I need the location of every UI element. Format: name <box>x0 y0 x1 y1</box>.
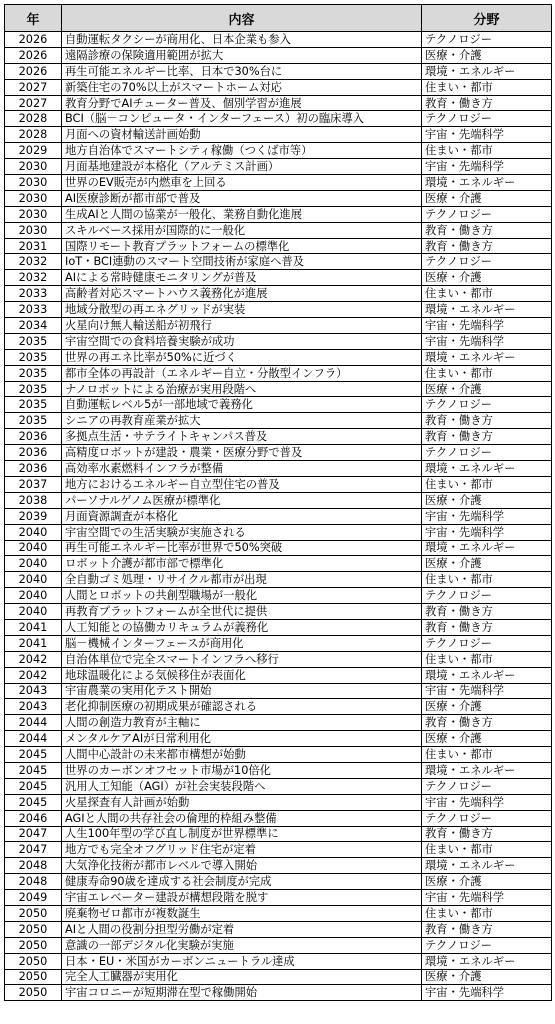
content-cell: 地方におけるエネルギー自立型住宅の普及 <box>62 476 422 492</box>
year-cell: 2044 <box>5 731 62 747</box>
table-row <box>5 588 552 604</box>
year-cell: 2043 <box>5 699 62 715</box>
table-row <box>5 969 552 985</box>
year-cell: 2030 <box>5 190 62 206</box>
field-cell: テクノロジー <box>422 937 552 953</box>
content-cell: 宇宙コロニーが短期滞在型で稼働開始 <box>62 985 422 1001</box>
year-cell: 2029 <box>5 143 62 159</box>
year-cell: 2040 <box>5 604 62 620</box>
table-row <box>5 556 552 572</box>
year-cell: 2035 <box>5 349 62 365</box>
content-cell: 人間の創造力教育が主軸に <box>62 715 422 731</box>
year-cell: 2026 <box>5 47 62 63</box>
field-cell: 医療・介護 <box>422 874 552 890</box>
year-cell: 2050 <box>5 985 62 1001</box>
field-cell: 宇宙・先端科学 <box>422 508 552 524</box>
table-row <box>5 731 552 747</box>
table-row <box>5 111 552 127</box>
year-cell: 2040 <box>5 540 62 556</box>
content-cell: 日本・EU・米国がカーボンニュートラル達成 <box>62 953 422 969</box>
table-row <box>5 143 552 159</box>
content-cell: 地方でも完全オフグリッド住宅が定着 <box>62 842 422 858</box>
content-cell: 人工知能との協働カリキュラムが義務化 <box>62 619 422 635</box>
content-cell: 全自動ゴミ処理・リサイクル都市が出現 <box>62 572 422 588</box>
field-cell: テクノロジー <box>422 810 552 826</box>
table-row <box>5 651 552 667</box>
table-row <box>5 619 552 635</box>
content-cell: 月面基地建設が本格化（アルテミス計画） <box>62 159 422 175</box>
year-cell: 2048 <box>5 858 62 874</box>
content-cell: 自動運転タクシーが商用化、日本企業も参入 <box>62 32 422 48</box>
content-cell: AIと人間の役割分担型労働が定着 <box>62 921 422 937</box>
content-cell: 月面資源調査が本格化 <box>62 508 422 524</box>
field-cell: テクノロジー <box>422 397 552 413</box>
content-cell: AGIと人間の共存社会の倫理的枠組み整備 <box>62 810 422 826</box>
year-cell: 2045 <box>5 778 62 794</box>
table-row <box>5 175 552 191</box>
table-row <box>5 302 552 318</box>
content-cell: 遠隔診療の保険適用範囲が拡大 <box>62 47 422 63</box>
year-cell: 2030 <box>5 159 62 175</box>
content-cell: 火星向け無人輸送船が初飛行 <box>62 318 422 334</box>
table-row <box>5 683 552 699</box>
content-cell: 大気浄化技術が都市レベルで導入開始 <box>62 858 422 874</box>
table-row <box>5 365 552 381</box>
content-cell: 意識の一部デジタル化実験が実施 <box>62 937 422 953</box>
table-row <box>5 762 552 778</box>
table-row <box>5 397 552 413</box>
field-cell: 医療・介護 <box>422 381 552 397</box>
content-cell: AI医療診断が都市部で普及 <box>62 190 422 206</box>
field-cell: 宇宙・先端科学 <box>422 127 552 143</box>
year-cell: 2050 <box>5 969 62 985</box>
table-row <box>5 461 552 477</box>
table-row <box>5 794 552 810</box>
content-cell: 都市全体の再設計（エネルギー自立・分散型インフラ） <box>62 365 422 381</box>
field-cell: 医療・介護 <box>422 699 552 715</box>
year-cell: 2043 <box>5 683 62 699</box>
header-field: 分野 <box>422 5 552 32</box>
table-row <box>5 190 552 206</box>
field-cell: テクノロジー <box>422 206 552 222</box>
field-cell: テクノロジー <box>422 778 552 794</box>
year-cell: 2035 <box>5 397 62 413</box>
table-row <box>5 445 552 461</box>
year-cell: 2036 <box>5 445 62 461</box>
field-cell: テクノロジー <box>422 111 552 127</box>
year-cell: 2034 <box>5 318 62 334</box>
content-cell: 完全人工臓器が実用化 <box>62 969 422 985</box>
table-row <box>5 524 552 540</box>
field-cell: 環境・エネルギー <box>422 953 552 969</box>
field-cell: 教育・働き方 <box>422 238 552 254</box>
content-cell: 多拠点生活・サテライトキャンパス普及 <box>62 429 422 445</box>
content-cell: 高効率水素燃料インフラが整備 <box>62 461 422 477</box>
year-cell: 2039 <box>5 508 62 524</box>
year-cell: 2041 <box>5 635 62 651</box>
field-cell: 医療・介護 <box>422 731 552 747</box>
field-cell: 宇宙・先端科学 <box>422 318 552 334</box>
content-cell: 自治体単位で完全スマートインフラへ移行 <box>62 651 422 667</box>
content-cell: 教育分野でAIチューター普及、個別学習が進展 <box>62 95 422 111</box>
table-row <box>5 604 552 620</box>
content-cell: 国際リモート教育プラットフォームの標準化 <box>62 238 422 254</box>
year-cell: 2030 <box>5 175 62 191</box>
table-body <box>5 32 552 1001</box>
year-cell: 2030 <box>5 222 62 238</box>
content-cell: ナノロボットによる治療が実用段階へ <box>62 381 422 397</box>
year-cell: 2045 <box>5 762 62 778</box>
table-row <box>5 747 552 763</box>
field-cell: 教育・働き方 <box>422 826 552 842</box>
field-cell: 宇宙・先端科学 <box>422 333 552 349</box>
year-cell: 2027 <box>5 79 62 95</box>
year-cell: 2042 <box>5 651 62 667</box>
field-cell: 宇宙・先端科学 <box>422 890 552 906</box>
field-cell: 教育・働き方 <box>422 413 552 429</box>
table-row <box>5 349 552 365</box>
content-cell: 高齢者対応スマートハウス義務化が進展 <box>62 286 422 302</box>
content-cell: 宇宙エレベーター建設が構想段階を脱す <box>62 890 422 906</box>
table-row <box>5 32 552 48</box>
content-cell: 人間中心設計の未来都市構想が始動 <box>62 747 422 763</box>
year-cell: 2045 <box>5 747 62 763</box>
table-row <box>5 206 552 222</box>
content-cell: ロボット介護が都市部で標準化 <box>62 556 422 572</box>
table-row <box>5 127 552 143</box>
field-cell: 医療・介護 <box>422 492 552 508</box>
field-cell: 住まい・都市 <box>422 79 552 95</box>
content-cell: 廃棄物ゼロ都市が複数誕生 <box>62 905 422 921</box>
table-row <box>5 540 552 556</box>
table-row <box>5 238 552 254</box>
content-cell: 宇宙農業の実用化テスト開始 <box>62 683 422 699</box>
content-cell: 火星探査有人計画が始動 <box>62 794 422 810</box>
content-cell: 健康寿命90歳を達成する社会制度が完成 <box>62 874 422 890</box>
table-row <box>5 318 552 334</box>
content-cell: IoT・BCI連動のスマート空間技術が家庭へ普及 <box>62 254 422 270</box>
field-cell: 住まい・都市 <box>422 747 552 763</box>
content-cell: 地方自治体でスマートシティ稼働（つくば市等） <box>62 143 422 159</box>
table-header-row <box>5 5 552 32</box>
year-cell: 2035 <box>5 381 62 397</box>
field-cell: 環境・エネルギー <box>422 461 552 477</box>
field-cell: 宇宙・先端科学 <box>422 985 552 1001</box>
table-row <box>5 921 552 937</box>
field-cell: 環境・エネルギー <box>422 349 552 365</box>
year-cell: 2028 <box>5 127 62 143</box>
table-row <box>5 254 552 270</box>
header-content: 内容 <box>62 5 422 32</box>
year-cell: 2050 <box>5 921 62 937</box>
table-row <box>5 413 552 429</box>
field-cell: 住まい・都市 <box>422 651 552 667</box>
content-cell: 地球温暖化による気候移住が表面化 <box>62 667 422 683</box>
table-row <box>5 699 552 715</box>
year-cell: 2038 <box>5 492 62 508</box>
table-row <box>5 937 552 953</box>
year-cell: 2047 <box>5 842 62 858</box>
content-cell: 宇宙空間での食料培養実験が成功 <box>62 333 422 349</box>
table-row <box>5 476 552 492</box>
year-cell: 2027 <box>5 95 62 111</box>
content-cell: 汎用人工知能（AGI）が社会実装段階へ <box>62 778 422 794</box>
content-cell: パーソナルゲノム医療が標準化 <box>62 492 422 508</box>
year-cell: 2050 <box>5 937 62 953</box>
table-row <box>5 890 552 906</box>
header-year: 年 <box>5 5 62 32</box>
content-cell: 世界のカーボンオフセット市場が10倍化 <box>62 762 422 778</box>
field-cell: 教育・働き方 <box>422 429 552 445</box>
table-row <box>5 842 552 858</box>
content-cell: 人間とロボットの共創型職場が一般化 <box>62 588 422 604</box>
content-cell: 老化抑制医療の初期成果が確認される <box>62 699 422 715</box>
content-cell: 世界のEV販売が内燃車を上回る <box>62 175 422 191</box>
table-row <box>5 63 552 79</box>
field-cell: 環境・エネルギー <box>422 540 552 556</box>
content-cell: 再生可能エネルギー比率が世界で50%突破 <box>62 540 422 556</box>
table-row <box>5 905 552 921</box>
field-cell: 宇宙・先端科学 <box>422 683 552 699</box>
content-cell: 世界の再エネ比率が50%に近づく <box>62 349 422 365</box>
field-cell: 教育・働き方 <box>422 619 552 635</box>
year-cell: 2032 <box>5 254 62 270</box>
field-cell: テクノロジー <box>422 32 552 48</box>
field-cell: テクノロジー <box>422 588 552 604</box>
year-cell: 2035 <box>5 333 62 349</box>
table-row <box>5 95 552 111</box>
year-cell: 2040 <box>5 556 62 572</box>
table-row <box>5 810 552 826</box>
field-cell: 医療・介護 <box>422 556 552 572</box>
year-cell: 2026 <box>5 63 62 79</box>
table-row <box>5 333 552 349</box>
field-cell: 住まい・都市 <box>422 286 552 302</box>
field-cell: 環境・エネルギー <box>422 858 552 874</box>
field-cell: 住まい・都市 <box>422 365 552 381</box>
table-row <box>5 826 552 842</box>
year-cell: 2033 <box>5 286 62 302</box>
table-row <box>5 429 552 445</box>
field-cell: 環境・エネルギー <box>422 175 552 191</box>
field-cell: 宇宙・先端科学 <box>422 794 552 810</box>
content-cell: BCI（脳－コンピュータ・インターフェース）初の臨床導入 <box>62 111 422 127</box>
table-row <box>5 222 552 238</box>
content-cell: 月面への資材輸送計画始動 <box>62 127 422 143</box>
content-cell: 再生可能エネルギー比率、日本で30%台に <box>62 63 422 79</box>
field-cell: 医療・介護 <box>422 190 552 206</box>
field-cell: 環境・エネルギー <box>422 302 552 318</box>
table-row <box>5 858 552 874</box>
year-cell: 2045 <box>5 794 62 810</box>
field-cell: 環境・エネルギー <box>422 667 552 683</box>
year-cell: 2040 <box>5 572 62 588</box>
year-cell: 2048 <box>5 874 62 890</box>
table-row <box>5 286 552 302</box>
content-cell: 宇宙空間での生活実験が実施される <box>62 524 422 540</box>
table-row <box>5 381 552 397</box>
table-row <box>5 492 552 508</box>
field-cell: 住まい・都市 <box>422 905 552 921</box>
field-cell: 教育・働き方 <box>422 604 552 620</box>
year-cell: 2036 <box>5 429 62 445</box>
content-cell: メンタルケアAIが日常利用化 <box>62 731 422 747</box>
table-row <box>5 778 552 794</box>
table-row <box>5 635 552 651</box>
field-cell: テクノロジー <box>422 445 552 461</box>
field-cell: 宇宙・先端科学 <box>422 159 552 175</box>
table-row <box>5 985 552 1001</box>
year-cell: 2030 <box>5 206 62 222</box>
field-cell: 環境・エネルギー <box>422 63 552 79</box>
content-cell: 地域分散型の再エネグリッドが実装 <box>62 302 422 318</box>
year-cell: 2035 <box>5 365 62 381</box>
year-cell: 2035 <box>5 413 62 429</box>
timeline-table-container <box>4 4 552 1001</box>
table-row <box>5 508 552 524</box>
field-cell: 教育・働き方 <box>422 715 552 731</box>
table-row <box>5 715 552 731</box>
field-cell: 医療・介護 <box>422 969 552 985</box>
year-cell: 2033 <box>5 302 62 318</box>
year-cell: 2040 <box>5 524 62 540</box>
year-cell: 2040 <box>5 588 62 604</box>
content-cell: 脳－機械インターフェースが商用化 <box>62 635 422 651</box>
content-cell: 生成AIと人間の協業が一般化、業務自動化進展 <box>62 206 422 222</box>
content-cell: 人生100年型の学び直し制度が世界標準に <box>62 826 422 842</box>
year-cell: 2044 <box>5 715 62 731</box>
content-cell: シニアの再教育産業が拡大 <box>62 413 422 429</box>
year-cell: 2041 <box>5 619 62 635</box>
table-row <box>5 874 552 890</box>
table-row <box>5 79 552 95</box>
field-cell: テクノロジー <box>422 254 552 270</box>
content-cell: スキルベース採用が国際的に一般化 <box>62 222 422 238</box>
year-cell: 2050 <box>5 905 62 921</box>
field-cell: 医療・介護 <box>422 270 552 286</box>
field-cell: 教育・働き方 <box>422 222 552 238</box>
year-cell: 2036 <box>5 461 62 477</box>
table-row <box>5 159 552 175</box>
field-cell: 宇宙・先端科学 <box>422 524 552 540</box>
year-cell: 2032 <box>5 270 62 286</box>
content-cell: 高精度ロボットが建設・農業・医療分野で普及 <box>62 445 422 461</box>
table-row <box>5 667 552 683</box>
field-cell: 医療・介護 <box>422 47 552 63</box>
table-row <box>5 572 552 588</box>
year-cell: 2047 <box>5 826 62 842</box>
year-cell: 2042 <box>5 667 62 683</box>
content-cell: AIによる常時健康モニタリングが普及 <box>62 270 422 286</box>
field-cell: テクノロジー <box>422 635 552 651</box>
content-cell: 再教育プラットフォームが全世代に提供 <box>62 604 422 620</box>
year-cell: 2037 <box>5 476 62 492</box>
year-cell: 2050 <box>5 953 62 969</box>
field-cell: 住まい・都市 <box>422 476 552 492</box>
field-cell: 住まい・都市 <box>422 572 552 588</box>
content-cell: 自動運転レベル5が一部地域で義務化 <box>62 397 422 413</box>
field-cell: 教育・働き方 <box>422 921 552 937</box>
field-cell: 環境・エネルギー <box>422 762 552 778</box>
future-timeline-table <box>4 4 552 1001</box>
year-cell: 2031 <box>5 238 62 254</box>
content-cell: 新築住宅の70%以上がスマートホーム対応 <box>62 79 422 95</box>
year-cell: 2049 <box>5 890 62 906</box>
field-cell: 住まい・都市 <box>422 143 552 159</box>
table-row <box>5 953 552 969</box>
table-row <box>5 47 552 63</box>
year-cell: 2028 <box>5 111 62 127</box>
field-cell: 住まい・都市 <box>422 842 552 858</box>
year-cell: 2046 <box>5 810 62 826</box>
year-cell: 2026 <box>5 32 62 48</box>
table-row <box>5 270 552 286</box>
field-cell: 教育・働き方 <box>422 95 552 111</box>
